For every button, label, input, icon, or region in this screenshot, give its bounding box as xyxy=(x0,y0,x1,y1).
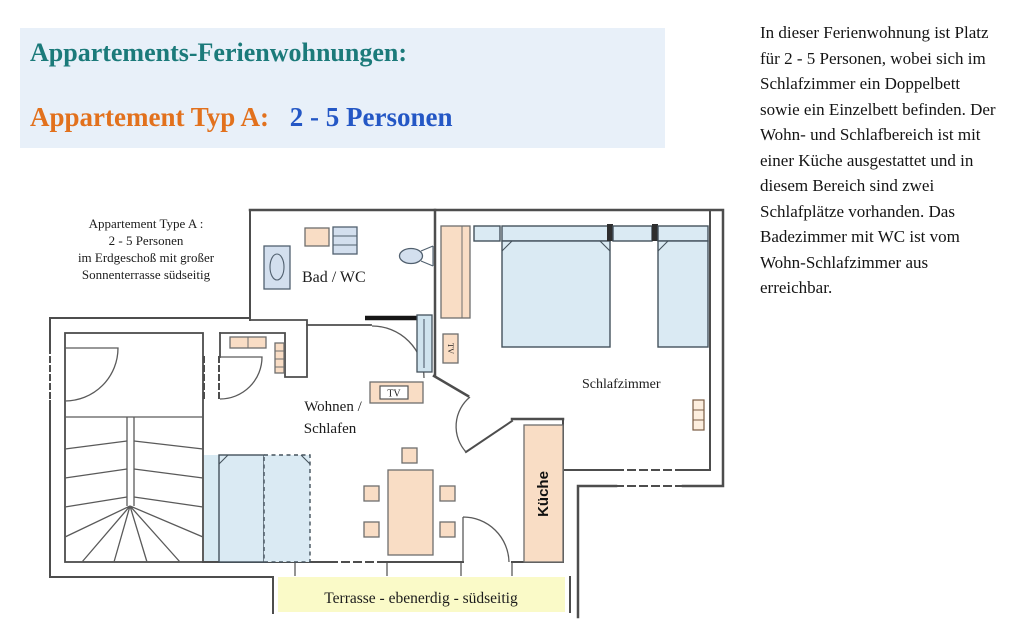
tv-bedroom-label: TV xyxy=(446,342,456,355)
single-bed-headboard xyxy=(658,226,708,241)
bathtub xyxy=(264,246,290,289)
tv-living-label: TV xyxy=(387,388,401,400)
wardrobe xyxy=(441,226,470,318)
living-room-label: Schlafen xyxy=(303,421,357,437)
terrace-area xyxy=(278,577,565,612)
sofa-bed-2-foldout xyxy=(264,455,310,562)
bathroom-label: Bad / WC xyxy=(302,269,366,286)
page-title: Appartements-Ferienwohnungen: xyxy=(30,38,407,67)
terrace-label: Terrasse - ebenerdig - südseitig xyxy=(324,590,518,607)
chair xyxy=(364,486,379,501)
subtitle-capacity: 2 - 5 Personen xyxy=(289,102,453,132)
living-room-label: Wohnen / xyxy=(304,399,362,415)
description-line: diesem Bereich sind zwei xyxy=(760,176,935,195)
bedroom-furniture xyxy=(441,224,708,430)
radiator-bedroom xyxy=(693,400,704,430)
terrace-window-posts xyxy=(295,563,512,576)
chair xyxy=(440,522,455,537)
description-line: Badezimmer mit WC ist vom xyxy=(760,227,960,246)
staircase xyxy=(65,417,203,562)
entry-door xyxy=(220,357,262,399)
chair xyxy=(364,522,379,537)
description-line: Wohn-Schlafzimmer aus xyxy=(760,252,929,272)
radiator-living xyxy=(275,343,284,373)
description-line: Wohn- und Schlafbereich ist mit xyxy=(760,125,981,144)
description-line: In dieser Ferienwohnung ist Platz xyxy=(760,23,989,42)
bedroom-door xyxy=(456,397,470,452)
bathroom-cabinet xyxy=(305,228,329,246)
plan-note-line: 2 - 5 Personen xyxy=(108,233,184,248)
bed-frame-post xyxy=(652,224,658,241)
sofa-bed-1 xyxy=(219,455,264,562)
description-line: Schlafplätze vorhanden. Das xyxy=(760,201,955,221)
description-line: für 2 - 5 Personen, wobei sich im xyxy=(760,48,986,68)
plan-note-line: im Erdgeschoß mit großer xyxy=(77,250,215,265)
toilet xyxy=(400,249,423,264)
nightstand xyxy=(613,226,652,241)
bathroom-door xyxy=(372,326,424,378)
plan-note-line: Sonnenterrasse südseitig xyxy=(81,267,211,282)
double-bed xyxy=(502,241,610,347)
double-bed-headboard xyxy=(502,226,610,241)
kitchen-unit xyxy=(524,425,563,562)
terrace-door xyxy=(463,517,509,562)
description-line: einer Küche ausgestattet und in xyxy=(760,150,974,170)
bathroom-fixtures xyxy=(264,227,433,372)
bathroom-shelf xyxy=(333,227,357,254)
stairwell-door xyxy=(65,348,118,401)
nightstand xyxy=(474,226,500,241)
description-line: sowie ein Einzelbett befinden. Der xyxy=(760,99,996,119)
kitchen-label: Küche xyxy=(535,471,552,517)
bed-frame-post xyxy=(607,224,613,241)
chair xyxy=(440,486,455,501)
subtitle-apartment-type: Appartement Typ A: xyxy=(30,102,270,132)
bedroom-label: Schlafzimmer xyxy=(582,377,661,392)
dining-table xyxy=(388,470,433,555)
description-line: Schlafzimmer ein Doppelbett xyxy=(760,74,961,93)
description-line: erreichbar. xyxy=(760,278,833,297)
chair xyxy=(402,448,417,463)
single-bed xyxy=(658,241,708,347)
plan-note-line: Appartement Type A : xyxy=(88,216,204,231)
